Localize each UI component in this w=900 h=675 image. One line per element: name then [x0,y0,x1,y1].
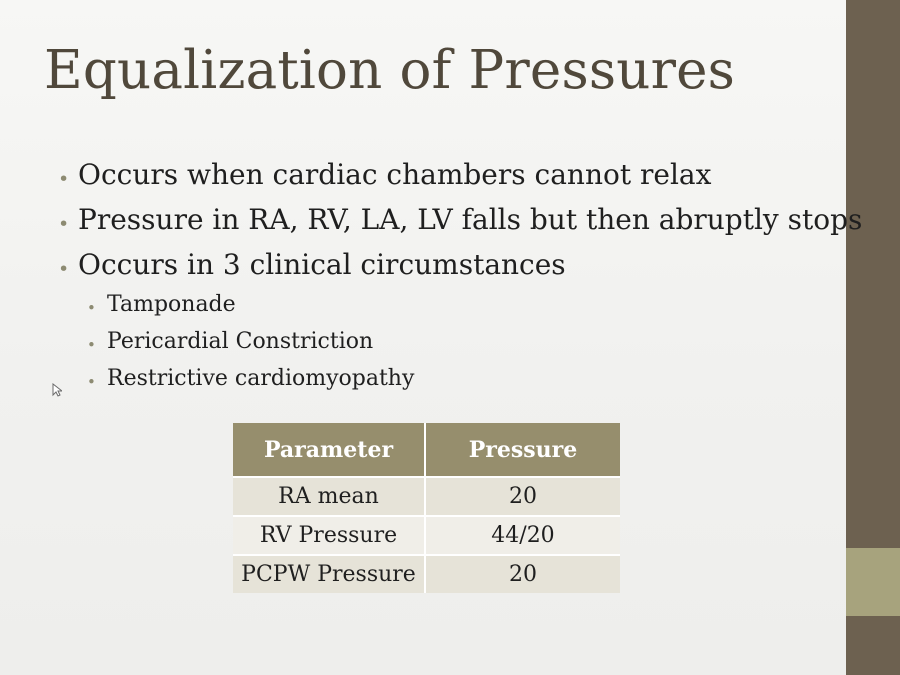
table-row [233,555,620,593]
sub-bullet-text: Tamponade [107,292,236,317]
slide-title: Equalization of Pressures [44,40,736,101]
main-bullet-text: Pressure in RA, RV, LA, LV falls but then abruptly stops [78,203,863,236]
pressure-column-header: Pressure [425,423,620,477]
sub-bullet-dot-icon: • [87,336,96,354]
sub-bullet-dot-icon: • [87,373,96,391]
pressure-table [233,423,620,593]
table-header-row [233,423,620,477]
parameter-cell: RV Pressure [233,516,425,555]
main-bullet-item [58,160,828,205]
parameter-cell: PCPW Pressure [233,555,425,593]
mouse-cursor-icon [52,383,62,397]
sub-bullet-dot-icon: • [87,299,96,317]
pressure-cell: 20 [425,555,620,593]
main-bullet-text: Occurs in 3 clinical circumstances [78,248,566,281]
pressure-cell: 20 [425,477,620,516]
main-bullet-item [58,203,863,250]
main-bullet-list [58,158,863,295]
bullet-dot-icon: • [58,213,70,235]
pressure-table-container [233,423,620,593]
pressure-cell: 44/20 [425,516,620,555]
table-row [233,516,620,555]
main-bullet-text: Occurs when cardiac chambers cannot relax [78,158,712,191]
right-accent-block [846,548,900,616]
bullet-dot-icon: • [58,258,70,280]
main-bullet-item [58,250,828,295]
sub-bullet-text: Restrictive cardiomyopathy [107,366,415,391]
sub-bullet-text: Pericardial Constriction [107,329,374,354]
parameter-column-header: Parameter [233,423,425,477]
bullet-dot-icon: • [58,168,70,190]
table-row [233,477,620,516]
parameter-cell: RA mean [233,477,425,516]
